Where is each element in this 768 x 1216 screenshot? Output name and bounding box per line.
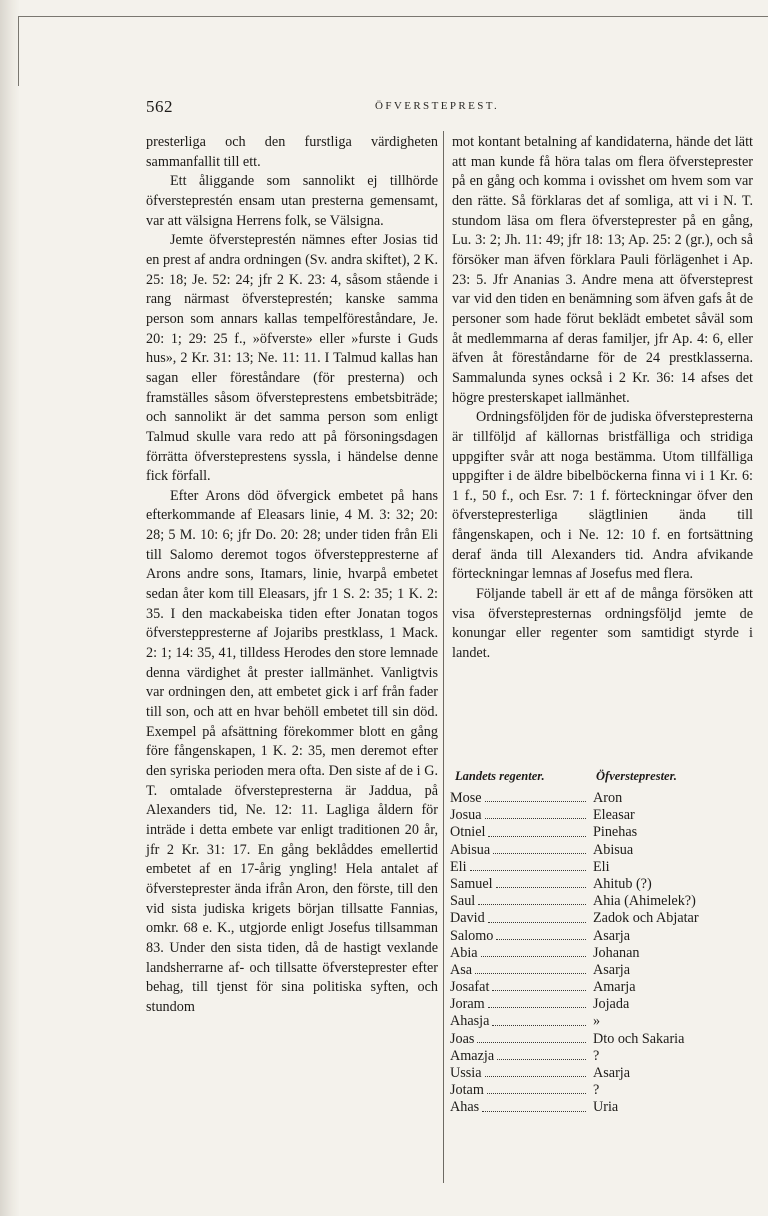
- table-row: [450, 859, 766, 876]
- priest-name: Ahitub (?): [593, 875, 652, 892]
- regent-name: Ussia: [450, 1065, 482, 1081]
- paragraph: Ett åliggande som sannolikt ej tillhörde öfversteprestén ensam utan presterna gemensamt, var att välsigna Herrens folk, se Välsigna.: [146, 173, 438, 229]
- priest-name: Amarja: [593, 979, 636, 996]
- priest-name: Johanan: [593, 944, 640, 961]
- leader-dots: [482, 1099, 586, 1111]
- right-column: [452, 133, 753, 664]
- leader-dots: [478, 893, 586, 905]
- leader-dots: [492, 979, 586, 991]
- leader-dots: [496, 876, 586, 888]
- priest-name: Eleasar: [593, 807, 635, 824]
- leader-dots: [488, 910, 586, 922]
- leader-dots: [488, 996, 586, 1008]
- priest-name: ?: [593, 1047, 600, 1064]
- column-divider: [443, 131, 444, 1183]
- regent-name: Asa: [450, 961, 473, 978]
- regent-cell: [450, 962, 593, 979]
- regent-name: Ahasja: [450, 1013, 490, 1030]
- leader-dots: [487, 1082, 586, 1094]
- table-row: [450, 1082, 766, 1099]
- table-row: [450, 996, 766, 1013]
- regent-name: Josua: [450, 807, 482, 824]
- paragraph: Ordningsföljden för de judiska öfverstepresterna är tillföljd af källornas bristfälliga och stridiga uppgifter svår att noga bestämma. Utom tillfälliga uppgifter i de äldre bibelböckerna finna vi i 1 Kr. 6: 1 f., 50 f., och Esr. 7: 1 f. förteckningar öfver den öfverstepresterliga slägtlinien ända till fångenskapen, och i Ne. 12: 10 f. en fortsättning deraf ända till Alexanders tid. Andra afvikande förteckningar lemnas af Josefus med flera.: [452, 409, 753, 583]
- regent-cell: [450, 1031, 593, 1048]
- regent-cell: [450, 859, 593, 876]
- regent-cell: [450, 876, 593, 893]
- regent-cell: [450, 1065, 593, 1082]
- table-header-priests: Öfversteprester.: [596, 769, 677, 783]
- left-column: [146, 133, 438, 1018]
- table-row: [450, 876, 766, 893]
- regent-name: Mose: [450, 790, 482, 806]
- regent-cell: [450, 945, 593, 962]
- regent-name: Salomo: [450, 927, 494, 944]
- table-row: [450, 807, 766, 824]
- regent-name: Eli: [450, 858, 467, 875]
- regent-name: Joas: [450, 1030, 475, 1047]
- regent-cell: [450, 996, 593, 1013]
- table-row: [450, 928, 766, 945]
- table-row: [450, 1031, 766, 1048]
- table-row: [450, 842, 766, 859]
- regent-cell: [450, 893, 593, 910]
- priest-name: Uria: [593, 1099, 619, 1116]
- paragraph: presterliga och den furstliga värdigheten sammanfallit till ett.: [146, 134, 438, 170]
- table-row: [450, 962, 766, 979]
- leader-dots: [470, 859, 586, 871]
- succession-table: [450, 790, 766, 1117]
- regent-name: Abisua: [450, 841, 491, 858]
- scan-border-left: [18, 16, 19, 86]
- priest-name: Dto och Sakaria: [593, 1030, 685, 1047]
- priest-name: Asarja: [593, 1065, 631, 1081]
- priest-name: Pinehas: [593, 824, 638, 841]
- regent-name: Saul: [450, 893, 476, 910]
- paragraph: Följande tabell är ett af de många försöken att visa öfverstepresternas ordningsföljd jemte de konungar eller regenter som samtidigt styrde i landet.: [452, 586, 753, 662]
- table-row: [450, 790, 766, 807]
- leader-dots: [493, 842, 586, 854]
- regent-name: Jotam: [450, 1082, 484, 1099]
- regent-cell: [450, 1013, 593, 1030]
- regent-cell: [450, 842, 593, 859]
- leader-dots: [497, 1048, 586, 1060]
- table-row: [450, 1065, 766, 1082]
- table-row: [450, 1048, 766, 1065]
- priest-name: Ahia (Ahimelek?): [593, 893, 696, 910]
- page-number: 562: [146, 97, 173, 116]
- priest-name: Jojada: [593, 996, 630, 1013]
- leader-dots: [492, 1013, 586, 1025]
- regent-name: Ahas: [450, 1099, 480, 1116]
- table-row: [450, 1013, 766, 1030]
- table-row: [450, 979, 766, 996]
- regent-cell: [450, 1082, 593, 1099]
- leader-dots: [488, 824, 586, 836]
- scan-shadow-edge: [0, 0, 20, 1216]
- priest-name: Zadok och Abjatar: [593, 910, 699, 927]
- regent-name: Samuel: [450, 875, 493, 892]
- table-row: [450, 893, 766, 910]
- table-row: [450, 824, 766, 841]
- priest-name: Aron: [593, 790, 623, 806]
- table-row: [450, 1099, 766, 1116]
- leader-dots: [477, 1031, 586, 1043]
- regent-cell: [450, 824, 593, 841]
- leader-dots: [496, 928, 586, 940]
- regent-name: Joram: [450, 996, 485, 1013]
- regent-cell: [450, 1099, 593, 1116]
- leader-dots: [475, 962, 586, 974]
- priest-name: Eli: [593, 858, 610, 875]
- regent-cell: [450, 807, 593, 824]
- table-row: [450, 910, 766, 927]
- paragraph: Jemte öfversteprestén nämnes efter Josias tid en prest af andra ordningen (Sv. andra skiftet), 2 K. 25: 18; Je. 52: 24; jfr 2 K. 23: 4, såsom stående i rang närmast öfversteprestén; kanske samma person som annars kallas tempelföreståndare, Je. 20: 1; 29: 25 f., »öfverste» eller »furste i Guds hus», 2 Kr. 31: 13; Ne. 11: 11. I Talmud kallas han sagan eller föreståndare (för presterna) och framställes såsom öfversteprestens embetsbiträde; och sannolikt är det samma person som enligt Talmud skulle vara redo att på försoningsdagen förrätta öfversteprestens syssla, i händelse denne fick förfall.: [146, 232, 438, 485]
- scan-border-top: [18, 16, 768, 17]
- regent-name: Otniel: [450, 824, 486, 841]
- table-header-regents: Landets regenter.: [455, 769, 545, 783]
- priest-name: »: [593, 1013, 601, 1030]
- regent-cell: [450, 979, 593, 996]
- priest-name: Asarja: [593, 961, 631, 978]
- leader-dots: [485, 1065, 586, 1077]
- regent-cell: [450, 928, 593, 945]
- table-row: [450, 945, 766, 962]
- regent-name: Amazja: [450, 1047, 495, 1064]
- running-head: ÖFVERSTEPREST.: [375, 100, 500, 112]
- paragraph: Efter Arons död öfvergick embetet på hans efterkommande af Eleasars linie, 4 M. 3: 32; 20: 28; 5 M. 10: 6; jfr Do. 20: 28; under tiden från Eli till Salomo deremot togos öfversteppresterne af Arons andre sons, Itamars, linie, hvarpå embetet sedan åter kom till Eleasars, jfr 1 S. 2: 35; 1 K. 2: 35. I den mackabeiska tiden efter Jonatan togos öfversteppresterne af Jojaribs prestklass, 1 Mack. 2: 1; 14: 35, 41, tilldess Herodes den store lemnade denna värdighet åt prester iallmänhet. Vanligtvis var ordningen den, att embetet gick i arf från fader till son, och att en hvar behöll embetet till sin död. Exempel på afsättning förekommer blott en gång före fångenskapen, 1 K. 2: 35, men deremot efter den syriska perioden mera ofta. Den siste af de i G. T. omtalade öfverstepresterna är Jaddua, på Alexanders tid, Ne. 12: 11. Lagliga åldern för inträde i detta embete var enligt traditionen 20 år, jfr 2 Kr. 31: 17. En gång beklåddes emellertid embetet af en 17-årig yngling! Hela antalet af öfversteprester ända ifrån Aron, den förste, till den vid sista judiska krigets början tillsatte Fannias, omkr. 68 e. K., utgjorde enligt Josefus tillsamman 83. Under den sista tiden, då de hastigt vexlande landsherrarne af- och tillsatte öfversteprester efter behag, till tjenst för sina politiska syften, och stundom: [146, 487, 438, 1015]
- regent-name: Abia: [450, 944, 478, 961]
- leader-dots: [485, 790, 586, 802]
- regent-cell: [450, 910, 593, 927]
- regent-name: Josafat: [450, 979, 490, 996]
- leader-dots: [485, 807, 586, 819]
- priest-name: ?: [593, 1082, 600, 1099]
- regent-name: David: [450, 910, 485, 927]
- regent-cell: [450, 790, 593, 807]
- priest-name: Asarja: [593, 927, 631, 944]
- leader-dots: [481, 945, 586, 957]
- regent-cell: [450, 1048, 593, 1065]
- paragraph: mot kontant betalning af kandidaterna, hände det lätt att man kunde få höra talas om flera öfversteprester på en gång och komma i ovisshet om hvem som var den rätte. Så förklaras det af somliga, att vi i N. T. stundom läsa om flera öfversteprester på en gång, Lu. 3: 2; Jh. 11: 49; jfr 18: 13; Ap. 25: 2 (gr.), och så försöker man äfven förklara Pauli förlägenhet i Ap. 23: 5. Jfr Ananias 3. Andre mena att öfversteprest var vid den tiden en benämning som äfven gafs åt de personer som hade förut beklädt embetet såväl som åt medlemmarna af deras familjer, jfr Ap. 4: 6, eller äfven åt föreståndarne för de 24 prestklasserna. Sammalunda synes också i 2 Kr. 36: 14 afses det högre presterskapet iallmänhet.: [452, 134, 753, 406]
- priest-name: Abisua: [593, 841, 634, 858]
